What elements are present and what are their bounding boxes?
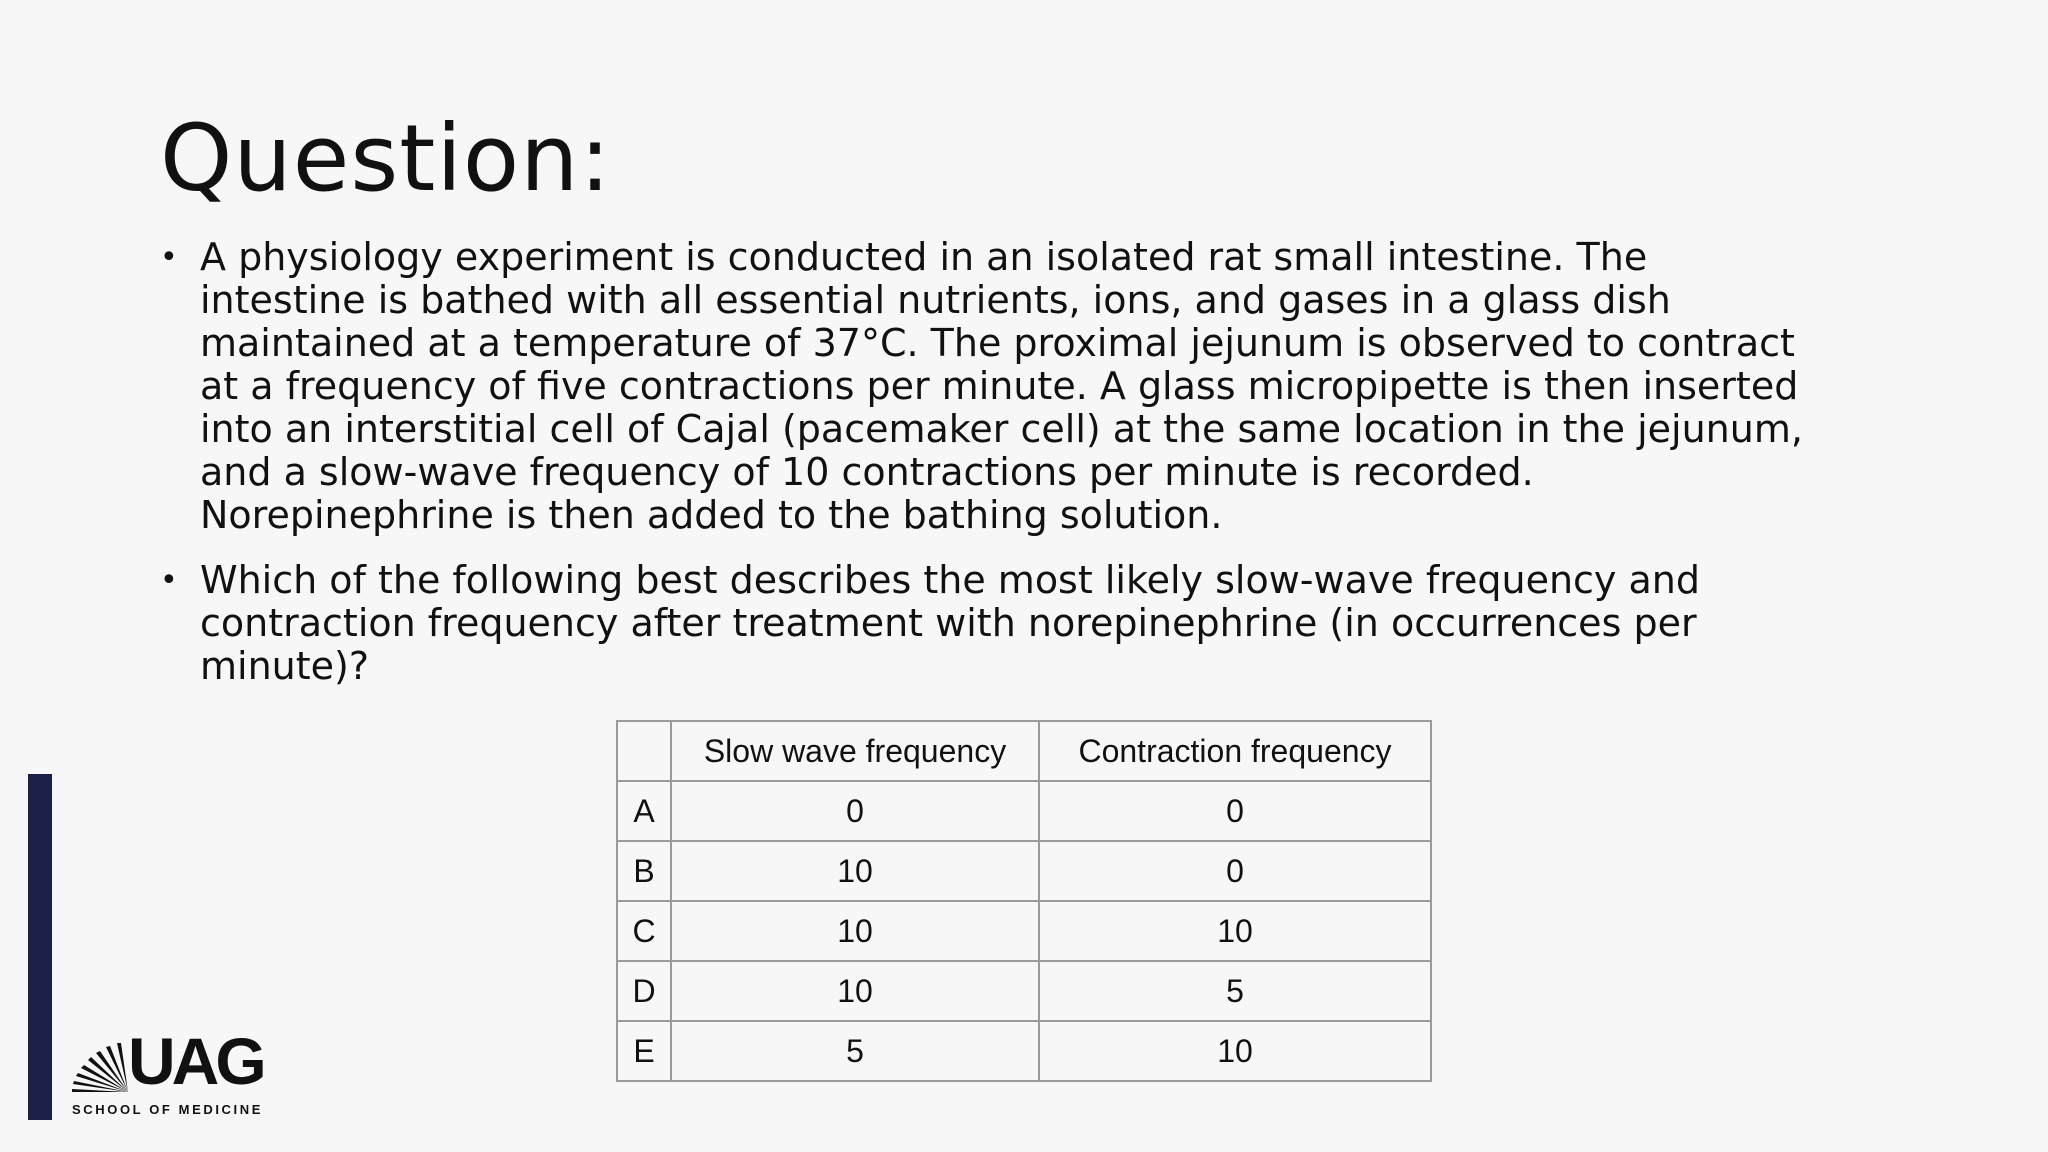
option-letter: D [617, 961, 671, 1021]
slow-wave-value: 10 [671, 901, 1039, 961]
slow-wave-value: 10 [671, 841, 1039, 901]
question-stem-bullet [160, 236, 1900, 537]
header-option-cell [617, 721, 671, 781]
logo-wordmark: UAG [128, 1024, 263, 1098]
bullet-line: minute)? [200, 644, 370, 688]
bullet-icon: • [160, 240, 178, 275]
logo-subtitle: SCHOOL OF MEDICINE [72, 1102, 264, 1117]
option-letter: C [617, 901, 671, 961]
bullet-line: and a slow-wave frequency of 10 contractions per minute is recorded. [200, 450, 1534, 494]
table-row [617, 841, 1431, 901]
bullet-line: Which of the following best describes the most likely slow-wave frequency and [200, 558, 1700, 602]
slow-wave-value: 0 [671, 781, 1039, 841]
table-row [617, 961, 1431, 1021]
slow-wave-value: 5 [671, 1021, 1039, 1081]
option-letter: A [617, 781, 671, 841]
bullet-line: intestine is bathed with all essential nutrients, ions, and gases in a glass dish [200, 278, 1671, 322]
header-slow-wave-cell: Slow wave frequency [671, 721, 1039, 781]
question-prompt-bullet [160, 559, 1900, 688]
option-letter: E [617, 1021, 671, 1081]
bullet-line: contraction frequency after treatment with norepinephrine (in occurrences per [200, 601, 1697, 645]
table-row [617, 901, 1431, 961]
bullet-line: at a frequency of five contractions per minute. A glass micropipette is then inserted [200, 364, 1799, 408]
answer-options-table [616, 720, 1432, 1082]
table-row [617, 781, 1431, 841]
uag-logo [72, 1024, 282, 1118]
contraction-value: 10 [1039, 901, 1431, 961]
contraction-value: 0 [1039, 841, 1431, 901]
slow-wave-value: 10 [671, 961, 1039, 1021]
bullet-line: into an interstitial cell of Cajal (pacemaker cell) at the same location in the jejunum, [200, 407, 1803, 451]
table-header-row [617, 721, 1431, 781]
fan-rays-icon [72, 1038, 130, 1094]
contraction-value: 10 [1039, 1021, 1431, 1081]
bullet-line: maintained at a temperature of 37°C. The proximal jejunum is observed to contract [200, 321, 1795, 365]
table-row [617, 1021, 1431, 1081]
bullet-line: Norepinephrine is then added to the bathing solution. [200, 493, 1223, 537]
question-bullets [160, 236, 1900, 710]
contraction-value: 0 [1039, 781, 1431, 841]
accent-bar [28, 774, 52, 1120]
bullet-icon: • [160, 563, 178, 598]
contraction-value: 5 [1039, 961, 1431, 1021]
slide-title: Question: [160, 105, 612, 212]
option-letter: B [617, 841, 671, 901]
header-contraction-cell: Contraction frequency [1039, 721, 1431, 781]
bullet-line: A physiology experiment is conducted in an isolated rat small intestine. The [200, 235, 1648, 279]
